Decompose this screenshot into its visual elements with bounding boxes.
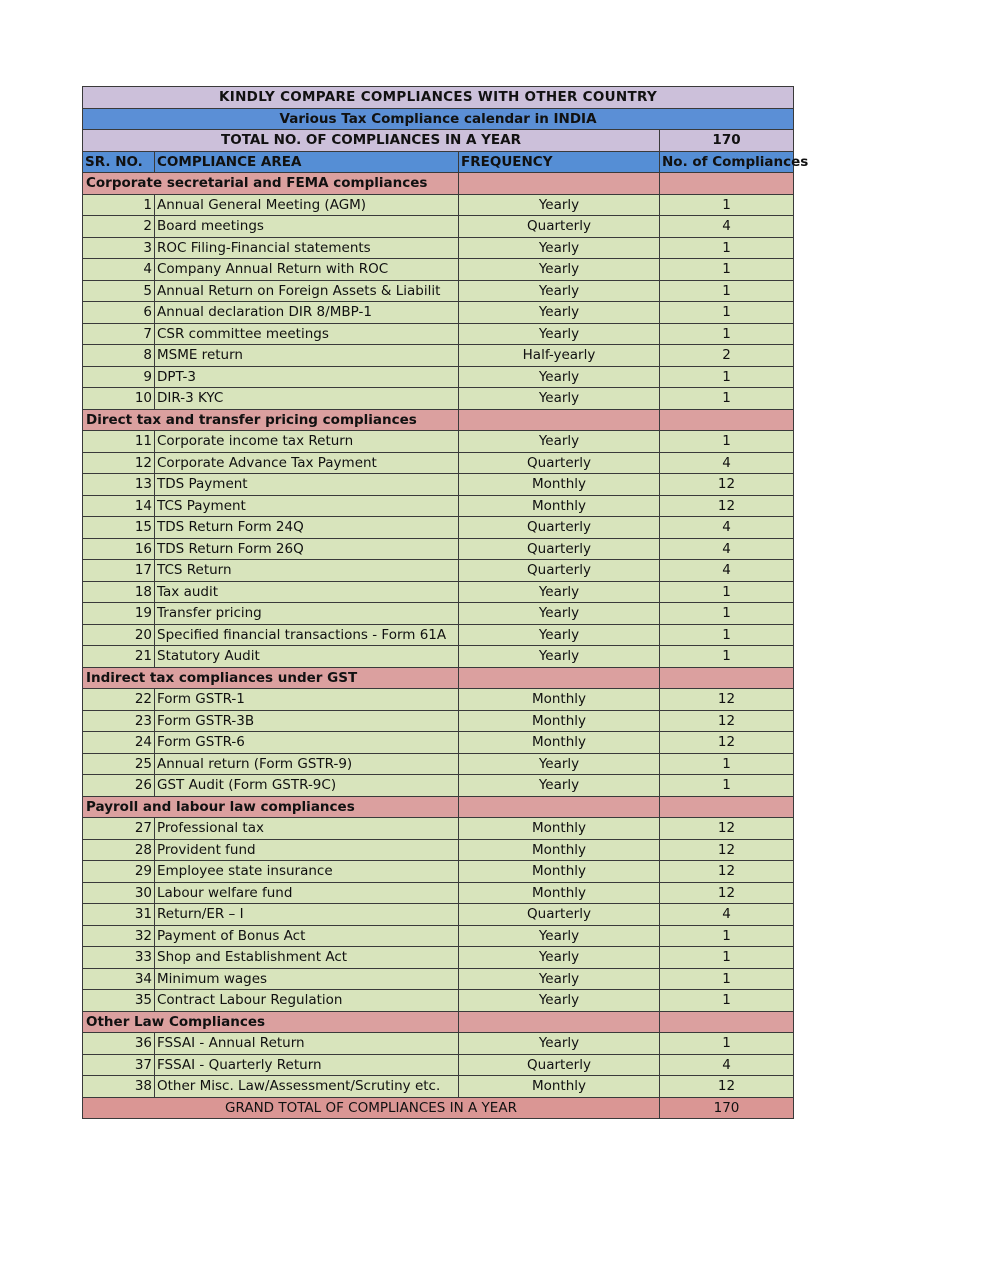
sr-cell: 24 (83, 732, 155, 754)
section-title: Payroll and labour law compliances (83, 796, 459, 818)
area-cell: Company Annual Return with ROC (155, 259, 459, 281)
frequency-cell: Yearly (459, 323, 660, 345)
frequency-cell: Monthly (459, 732, 660, 754)
table-row (83, 775, 794, 797)
total-value: 170 (660, 130, 794, 152)
section-count-cell (660, 173, 794, 195)
frequency-cell: Quarterly (459, 216, 660, 238)
area-cell: Transfer pricing (155, 603, 459, 625)
table-row (83, 947, 794, 969)
count-cell: 12 (660, 474, 794, 496)
frequency-cell: Yearly (459, 1033, 660, 1055)
table-row (83, 753, 794, 775)
kindly-banner-row (83, 87, 794, 109)
frequency-cell: Yearly (459, 775, 660, 797)
kindly-banner: KINDLY COMPARE COMPLIANCES WITH OTHER COUNTRY (83, 87, 794, 109)
frequency-cell: Yearly (459, 925, 660, 947)
count-cell: 1 (660, 237, 794, 259)
sr-cell: 15 (83, 517, 155, 539)
section-row (83, 409, 794, 431)
table-row (83, 646, 794, 668)
count-cell: 1 (660, 990, 794, 1012)
sr-cell: 4 (83, 259, 155, 281)
count-cell: 1 (660, 646, 794, 668)
sr-cell: 25 (83, 753, 155, 775)
table-row (83, 1054, 794, 1076)
grand-total-value: 170 (660, 1097, 794, 1119)
frequency-cell: Monthly (459, 882, 660, 904)
sr-cell: 34 (83, 968, 155, 990)
count-cell: 12 (660, 710, 794, 732)
frequency-cell: Monthly (459, 861, 660, 883)
grand-total-label: GRAND TOTAL OF COMPLIANCES IN A YEAR (83, 1097, 660, 1119)
column-header-row (83, 151, 794, 173)
sr-cell: 33 (83, 947, 155, 969)
count-cell: 1 (660, 753, 794, 775)
section-title: Other Law Compliances (83, 1011, 459, 1033)
count-cell: 12 (660, 495, 794, 517)
title-row (83, 108, 794, 130)
frequency-cell: Yearly (459, 280, 660, 302)
total-label: TOTAL NO. OF COMPLIANCES IN A YEAR (83, 130, 660, 152)
table-row (83, 689, 794, 711)
section-title: Indirect tax compliances under GST (83, 667, 459, 689)
count-cell: 1 (660, 323, 794, 345)
count-cell: 1 (660, 194, 794, 216)
count-cell: 4 (660, 560, 794, 582)
area-cell: Professional tax (155, 818, 459, 840)
table-row (83, 431, 794, 453)
frequency-cell: Monthly (459, 839, 660, 861)
frequency-cell: Yearly (459, 237, 660, 259)
area-cell: CSR committee meetings (155, 323, 459, 345)
sr-cell: 5 (83, 280, 155, 302)
section-frequency-cell (459, 1011, 660, 1033)
area-cell: DIR-3 KYC (155, 388, 459, 410)
frequency-cell: Monthly (459, 818, 660, 840)
count-cell: 4 (660, 452, 794, 474)
frequency-cell: Monthly (459, 1076, 660, 1098)
area-cell: FSSAI - Annual Return (155, 1033, 459, 1055)
sr-cell: 27 (83, 818, 155, 840)
frequency-cell: Yearly (459, 603, 660, 625)
section-frequency-cell (459, 796, 660, 818)
table-row (83, 904, 794, 926)
count-cell: 1 (660, 603, 794, 625)
frequency-cell: Monthly (459, 495, 660, 517)
area-cell: Form GSTR-6 (155, 732, 459, 754)
col-header-frequency: FREQUENCY (459, 151, 660, 173)
area-cell: Annual Return on Foreign Assets & Liabilit (155, 280, 459, 302)
sr-cell: 23 (83, 710, 155, 732)
table-row (83, 388, 794, 410)
count-cell: 1 (660, 366, 794, 388)
count-cell: 12 (660, 882, 794, 904)
section-row (83, 667, 794, 689)
frequency-cell: Yearly (459, 581, 660, 603)
sr-cell: 38 (83, 1076, 155, 1098)
count-cell: 1 (660, 775, 794, 797)
frequency-cell: Monthly (459, 689, 660, 711)
sr-cell: 30 (83, 882, 155, 904)
count-cell: 1 (660, 302, 794, 324)
table-row (83, 366, 794, 388)
frequency-cell: Quarterly (459, 538, 660, 560)
count-cell: 4 (660, 1054, 794, 1076)
sr-cell: 17 (83, 560, 155, 582)
sr-cell: 35 (83, 990, 155, 1012)
frequency-cell: Quarterly (459, 1054, 660, 1076)
table-row (83, 280, 794, 302)
frequency-cell: Half-yearly (459, 345, 660, 367)
table-row (83, 560, 794, 582)
count-cell: 4 (660, 517, 794, 539)
frequency-cell: Yearly (459, 366, 660, 388)
sr-cell: 8 (83, 345, 155, 367)
area-cell: TDS Payment (155, 474, 459, 496)
area-cell: FSSAI - Quarterly Return (155, 1054, 459, 1076)
sr-cell: 7 (83, 323, 155, 345)
table-row (83, 216, 794, 238)
sr-cell: 11 (83, 431, 155, 453)
frequency-cell: Yearly (459, 388, 660, 410)
sr-cell: 22 (83, 689, 155, 711)
table-row (83, 452, 794, 474)
table-row (83, 818, 794, 840)
area-cell: Board meetings (155, 216, 459, 238)
area-cell: Minimum wages (155, 968, 459, 990)
compliance-table (82, 86, 809, 1119)
frequency-cell: Yearly (459, 431, 660, 453)
table-row (83, 710, 794, 732)
count-cell: 1 (660, 259, 794, 281)
table-row (83, 538, 794, 560)
area-cell: Employee state insurance (155, 861, 459, 883)
section-count-cell (660, 409, 794, 431)
sr-cell: 1 (83, 194, 155, 216)
sr-cell: 2 (83, 216, 155, 238)
section-count-cell (660, 667, 794, 689)
area-cell: Annual return (Form GSTR-9) (155, 753, 459, 775)
area-cell: Annual declaration DIR 8/MBP-1 (155, 302, 459, 324)
area-cell: Provident fund (155, 839, 459, 861)
sr-cell: 3 (83, 237, 155, 259)
frequency-cell: Quarterly (459, 517, 660, 539)
count-cell: 12 (660, 861, 794, 883)
section-title: Direct tax and transfer pricing compliances (83, 409, 459, 431)
area-cell: Corporate income tax Return (155, 431, 459, 453)
sr-cell: 36 (83, 1033, 155, 1055)
area-cell: Specified financial transactions - Form 61A (155, 624, 459, 646)
sr-cell: 6 (83, 302, 155, 324)
section-count-cell (660, 1011, 794, 1033)
table-row (83, 581, 794, 603)
total-row (83, 130, 794, 152)
table-row (83, 474, 794, 496)
count-cell: 2 (660, 345, 794, 367)
sr-cell: 29 (83, 861, 155, 883)
table-row (83, 839, 794, 861)
section-frequency-cell (459, 409, 660, 431)
sr-cell: 32 (83, 925, 155, 947)
area-cell: Form GSTR-1 (155, 689, 459, 711)
section-row (83, 1011, 794, 1033)
area-cell: Return/ER – I (155, 904, 459, 926)
sr-cell: 18 (83, 581, 155, 603)
area-cell: Tax audit (155, 581, 459, 603)
table-row (83, 1033, 794, 1055)
page-title: Various Tax Compliance calendar in INDIA (83, 108, 794, 130)
area-cell: TCS Payment (155, 495, 459, 517)
area-cell: Shop and Establishment Act (155, 947, 459, 969)
count-cell: 1 (660, 968, 794, 990)
area-cell: Statutory Audit (155, 646, 459, 668)
frequency-cell: Monthly (459, 474, 660, 496)
frequency-cell: Yearly (459, 753, 660, 775)
count-cell: 1 (660, 925, 794, 947)
sr-cell: 9 (83, 366, 155, 388)
section-count-cell (660, 796, 794, 818)
table-row (83, 194, 794, 216)
frequency-cell: Yearly (459, 990, 660, 1012)
frequency-cell: Quarterly (459, 452, 660, 474)
sr-cell: 37 (83, 1054, 155, 1076)
count-cell: 1 (660, 431, 794, 453)
section-frequency-cell (459, 173, 660, 195)
count-cell: 1 (660, 280, 794, 302)
sr-cell: 19 (83, 603, 155, 625)
table-row (83, 624, 794, 646)
sr-cell: 28 (83, 839, 155, 861)
sr-cell: 26 (83, 775, 155, 797)
area-cell: TDS Return Form 24Q (155, 517, 459, 539)
table-row (83, 345, 794, 367)
frequency-cell: Yearly (459, 947, 660, 969)
table-row (83, 968, 794, 990)
frequency-cell: Yearly (459, 259, 660, 281)
table-row (83, 517, 794, 539)
count-cell: 4 (660, 538, 794, 560)
count-cell: 1 (660, 388, 794, 410)
table-body (83, 173, 794, 1098)
area-cell: GST Audit (Form GSTR-9C) (155, 775, 459, 797)
frequency-cell: Yearly (459, 968, 660, 990)
table-row (83, 495, 794, 517)
col-header-area: COMPLIANCE AREA (155, 151, 459, 173)
count-cell: 1 (660, 1033, 794, 1055)
table-row (83, 323, 794, 345)
section-row (83, 796, 794, 818)
area-cell: Other Misc. Law/Assessment/Scrutiny etc. (155, 1076, 459, 1098)
table-row (83, 861, 794, 883)
grand-total-row (83, 1097, 794, 1119)
sr-cell: 10 (83, 388, 155, 410)
count-cell: 4 (660, 216, 794, 238)
frequency-cell: Yearly (459, 624, 660, 646)
section-frequency-cell (459, 667, 660, 689)
count-cell: 1 (660, 624, 794, 646)
count-cell: 12 (660, 1076, 794, 1098)
count-cell: 1 (660, 947, 794, 969)
count-cell: 1 (660, 581, 794, 603)
sr-cell: 13 (83, 474, 155, 496)
area-cell: TDS Return Form 26Q (155, 538, 459, 560)
sr-cell: 16 (83, 538, 155, 560)
area-cell: Labour welfare fund (155, 882, 459, 904)
table-row (83, 603, 794, 625)
sr-cell: 31 (83, 904, 155, 926)
frequency-cell: Quarterly (459, 904, 660, 926)
table-row (83, 925, 794, 947)
table-row (83, 237, 794, 259)
count-cell: 4 (660, 904, 794, 926)
area-cell: DPT-3 (155, 366, 459, 388)
table-row (83, 259, 794, 281)
count-cell: 12 (660, 732, 794, 754)
sr-cell: 20 (83, 624, 155, 646)
area-cell: ROC Filing-Financial statements (155, 237, 459, 259)
sr-cell: 14 (83, 495, 155, 517)
col-header-count: No. of Compliances (660, 151, 794, 173)
table-row (83, 882, 794, 904)
section-title: Corporate secretarial and FEMA compliances (83, 173, 459, 195)
area-cell: TCS Return (155, 560, 459, 582)
area-cell: Payment of Bonus Act (155, 925, 459, 947)
table-row (83, 990, 794, 1012)
frequency-cell: Yearly (459, 302, 660, 324)
frequency-cell: Monthly (459, 710, 660, 732)
table-row (83, 732, 794, 754)
area-cell: MSME return (155, 345, 459, 367)
col-header-sr: SR. NO. (83, 151, 155, 173)
count-cell: 12 (660, 818, 794, 840)
area-cell: Corporate Advance Tax Payment (155, 452, 459, 474)
table-row (83, 302, 794, 324)
frequency-cell: Yearly (459, 194, 660, 216)
table-row (83, 1076, 794, 1098)
area-cell: Contract Labour Regulation (155, 990, 459, 1012)
frequency-cell: Yearly (459, 646, 660, 668)
sr-cell: 21 (83, 646, 155, 668)
count-cell: 12 (660, 839, 794, 861)
frequency-cell: Quarterly (459, 560, 660, 582)
section-row (83, 173, 794, 195)
count-cell: 12 (660, 689, 794, 711)
area-cell: Form GSTR-3B (155, 710, 459, 732)
sr-cell: 12 (83, 452, 155, 474)
area-cell: Annual General Meeting (AGM) (155, 194, 459, 216)
